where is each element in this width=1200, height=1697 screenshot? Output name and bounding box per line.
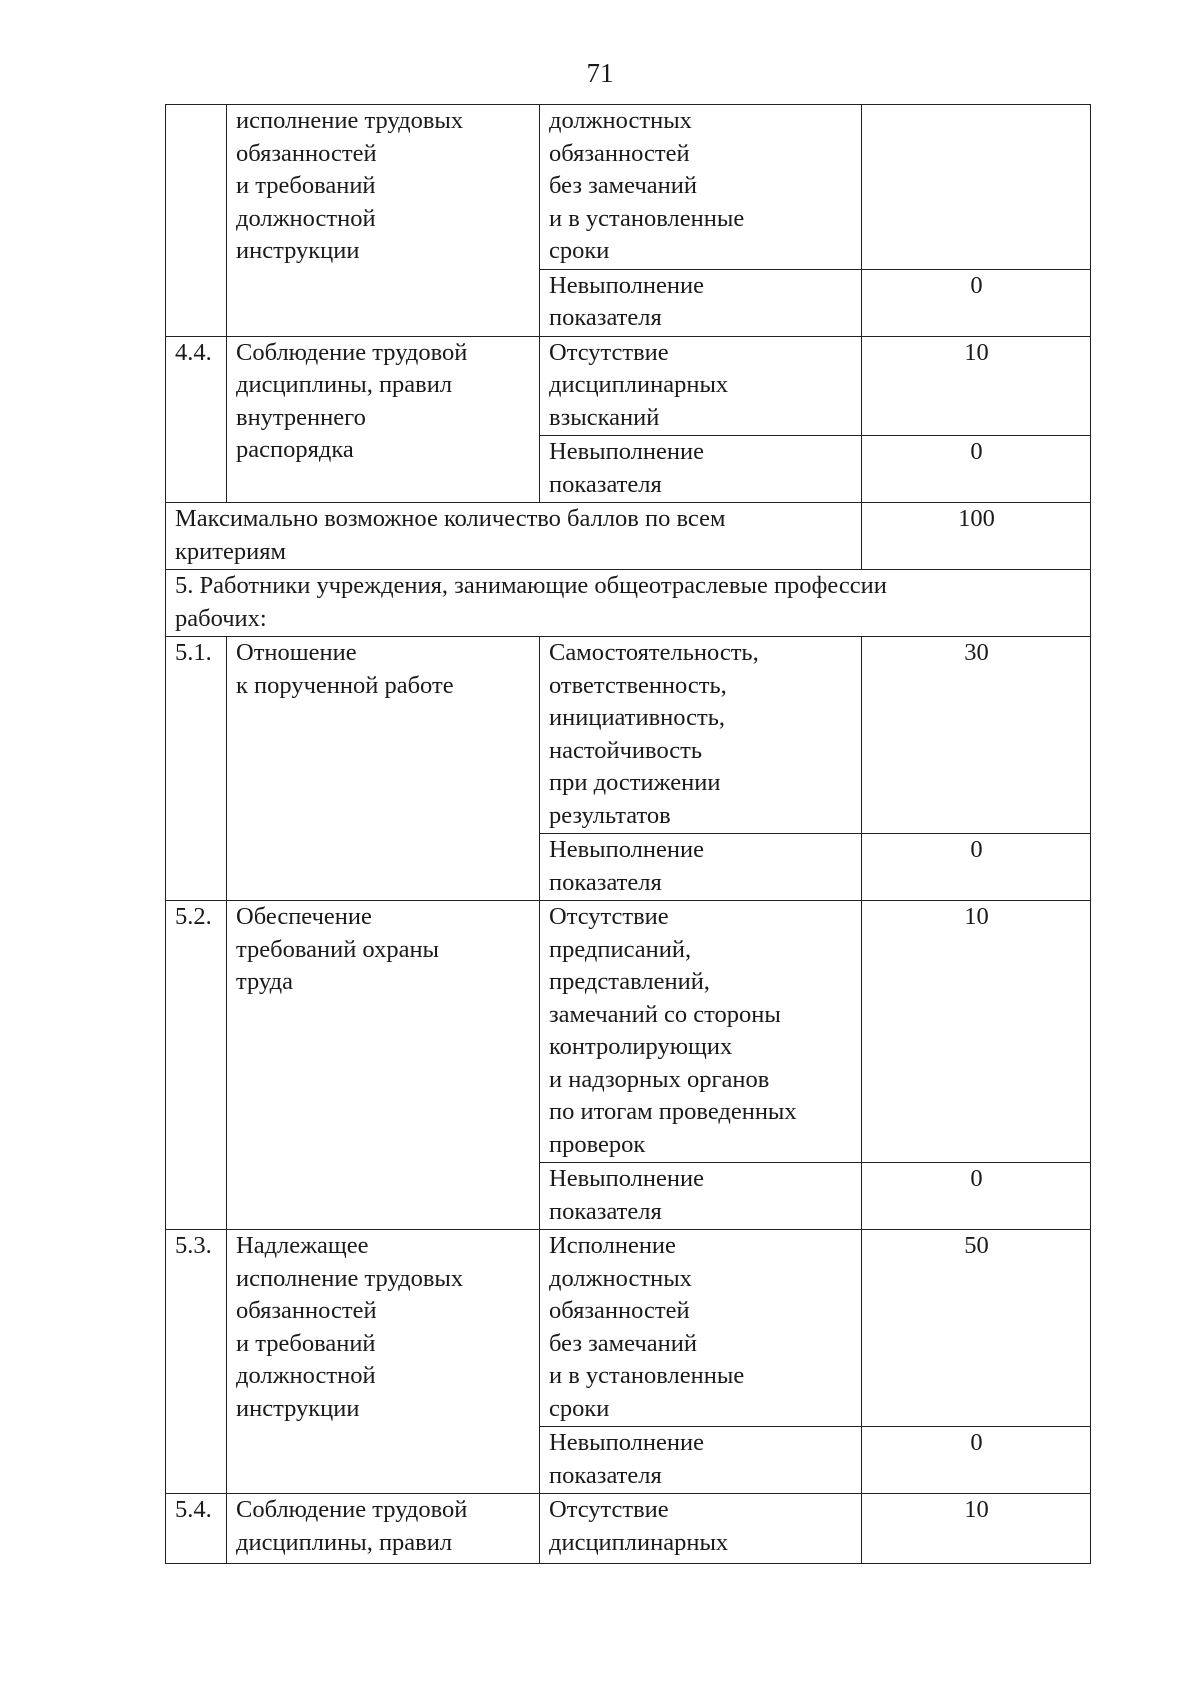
points-cell: 30 (862, 637, 1091, 834)
section-heading-row (166, 570, 1091, 637)
table-row (166, 637, 1091, 834)
condition-line: настойчивость (549, 736, 703, 764)
condition-line: предписаний, (549, 935, 692, 963)
condition-line: должностных (549, 1264, 692, 1292)
criterion-line: обязанностей (236, 1297, 377, 1324)
row-number-cell: 5.4. (166, 1494, 227, 1564)
condition-line: контролирующих (549, 1033, 733, 1060)
criterion-cell (227, 901, 540, 1230)
condition-line: проверок (549, 1130, 646, 1158)
condition-line: и надзорных органов (549, 1065, 770, 1093)
condition-line: показателя (549, 868, 662, 896)
row-number-cell (166, 105, 227, 337)
condition-line: Отсутствие (549, 338, 669, 366)
condition-line: сроки (549, 1394, 610, 1422)
condition-line: сроки (549, 237, 610, 264)
condition-line: инициативность, (549, 704, 726, 731)
condition-cell (540, 1427, 862, 1494)
section-heading-line: рабочих: (175, 604, 267, 632)
condition-cell (540, 834, 862, 901)
condition-line: ответственность, (549, 671, 727, 699)
condition-line: Невыполнение (549, 836, 704, 863)
criterion-cell (227, 637, 540, 901)
points-cell: 10 (862, 901, 1091, 1163)
condition-line: Отсутствие (549, 903, 669, 930)
criterion-line: Отношение (236, 639, 357, 666)
points-cell: 0 (862, 1427, 1091, 1494)
max-points-line: критериям (175, 537, 286, 565)
condition-cell (540, 1163, 862, 1230)
max-points-value: 100 (862, 503, 1091, 570)
condition-line: замечаний со стороны (549, 1000, 781, 1028)
condition-line: показателя (549, 1197, 662, 1225)
criterion-line: исполнение трудовых (236, 1264, 464, 1292)
section-heading (166, 570, 1091, 637)
criterion-line: инструкции (236, 1394, 360, 1422)
table-row (166, 901, 1091, 1163)
condition-cell (540, 436, 862, 503)
condition-line: показателя (549, 470, 662, 498)
condition-cell (540, 336, 862, 436)
condition-line: Исполнение (549, 1232, 676, 1259)
criterion-line: должностной (236, 204, 376, 232)
criterion-cell (227, 1230, 540, 1494)
points-cell: 0 (862, 1163, 1091, 1230)
condition-line: должностных (549, 107, 692, 134)
condition-line: Невыполнение (549, 438, 704, 465)
criterion-line: Соблюдение трудовой (236, 1496, 468, 1523)
points-cell: 0 (862, 269, 1091, 336)
max-points-label (166, 503, 862, 570)
condition-line: обязанностей (549, 1297, 690, 1324)
criterion-line: к порученной работе (236, 671, 454, 699)
criterion-line: исполнение трудовых (236, 107, 464, 134)
condition-line: по итогам проведенных (549, 1098, 797, 1125)
row-number-cell: 5.1. (166, 637, 227, 901)
condition-line: Невыполнение (549, 1429, 704, 1456)
table-row (166, 503, 1091, 570)
criterion-line: инструкции (236, 237, 360, 264)
points-cell (862, 105, 1091, 270)
points-cell: 50 (862, 1230, 1091, 1427)
criterion-cell (227, 105, 540, 337)
condition-line: обязанностей (549, 139, 690, 167)
condition-line: результатов (549, 801, 671, 829)
page-number: 71 (586, 58, 614, 88)
criterion-line: дисциплины, правил (236, 1528, 453, 1556)
points-cell: 0 (862, 436, 1091, 503)
condition-line: Самостоятельность, (549, 639, 759, 666)
condition-cell (540, 901, 862, 1163)
condition-line: без замечаний (549, 1329, 697, 1357)
condition-cell (540, 1494, 862, 1564)
condition-line: Отсутствие (549, 1496, 669, 1523)
criterion-cell (227, 336, 540, 503)
criterion-line: дисциплины, правил (236, 371, 453, 398)
row-number-cell: 4.4. (166, 336, 227, 503)
condition-line: и в установленные (549, 204, 745, 232)
criterion-line: Обеспечение (236, 903, 372, 930)
condition-line: показателя (549, 304, 662, 331)
criterion-line: и требований (236, 172, 376, 199)
criterion-line: внутреннего (236, 403, 366, 431)
table-row (166, 1494, 1091, 1564)
condition-cell (540, 637, 862, 834)
condition-line: и в установленные (549, 1362, 745, 1389)
row-number-cell: 5.3. (166, 1230, 227, 1494)
table-row (166, 105, 1091, 270)
points-cell: 10 (862, 1494, 1091, 1564)
criterion-line: должностной (236, 1362, 376, 1389)
criterion-cell (227, 1494, 540, 1564)
condition-line: при достижении (549, 769, 721, 796)
condition-cell (540, 269, 862, 336)
condition-cell (540, 105, 862, 270)
table-row (166, 336, 1091, 436)
condition-cell (540, 1230, 862, 1427)
points-cell: 10 (862, 336, 1091, 436)
criterion-line: распорядка (236, 436, 354, 463)
criterion-line: обязанностей (236, 139, 377, 167)
criterion-line: Соблюдение трудовой (236, 338, 468, 366)
condition-line: без замечаний (549, 172, 697, 199)
criterion-line: и требований (236, 1329, 376, 1357)
condition-line: дисциплинарных (549, 1528, 729, 1556)
max-points-line: Максимально возможное количество баллов по всем (175, 505, 726, 532)
criteria-table (165, 104, 1091, 1564)
condition-line: Невыполнение (549, 1165, 704, 1192)
section-heading-line: 5. Работники учреждения, занимающие общеотраслевые профессии (175, 572, 887, 599)
criterion-line: труда (236, 968, 293, 995)
condition-line: представлений, (549, 968, 710, 995)
criterion-line: требований охраны (236, 935, 440, 963)
points-cell: 0 (862, 834, 1091, 901)
condition-line: взысканий (549, 403, 660, 431)
row-number-cell: 5.2. (166, 901, 227, 1230)
condition-line: показателя (549, 1461, 662, 1489)
criterion-line: Надлежащее (236, 1232, 369, 1259)
condition-line: дисциплинарных (549, 371, 729, 398)
table-row (166, 1230, 1091, 1427)
condition-line: Невыполнение (549, 271, 704, 299)
